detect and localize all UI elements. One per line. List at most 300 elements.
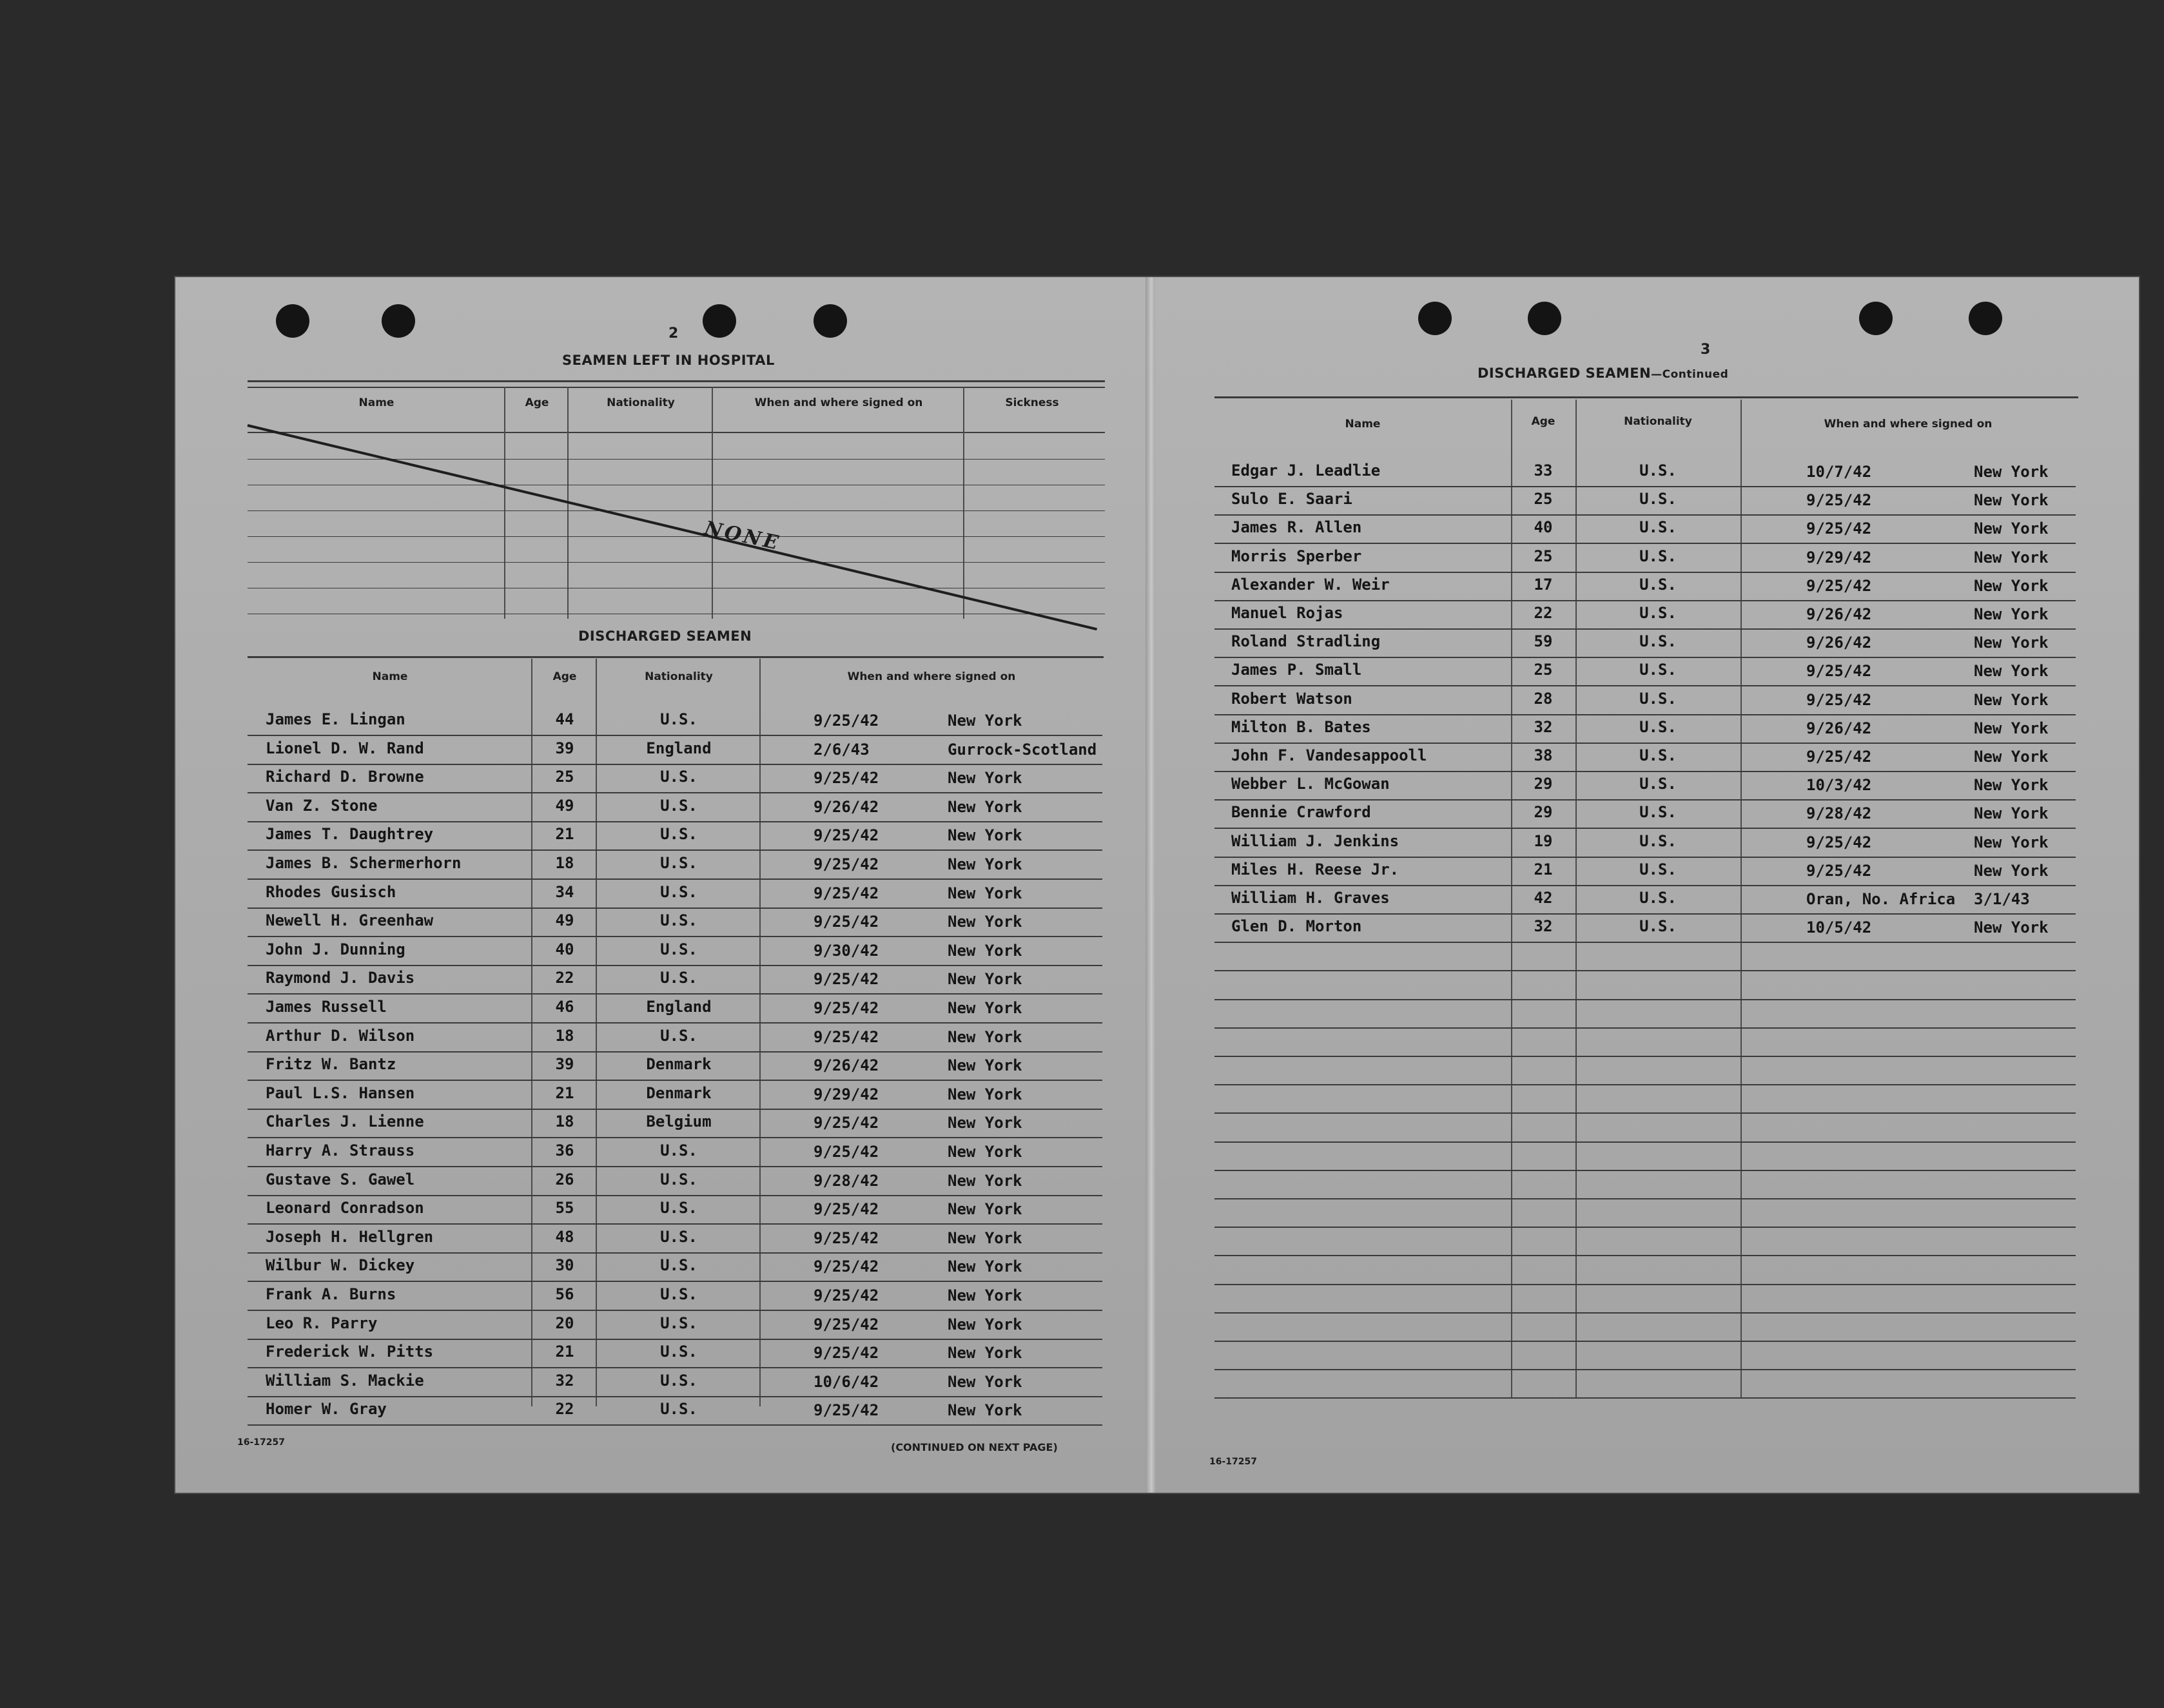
seaman-age: 20 xyxy=(555,1314,574,1332)
table-row xyxy=(175,1027,1149,1055)
table-rule xyxy=(1214,1369,2076,1370)
table-row xyxy=(175,1285,1149,1314)
seaman-nationality: U.S. xyxy=(1639,917,1677,936)
table-row xyxy=(1155,604,2139,632)
table-rule xyxy=(248,1022,1102,1024)
seaman-age: 42 xyxy=(1534,889,1553,907)
seaman-age: 32 xyxy=(1534,917,1553,936)
table-rule xyxy=(248,849,1102,851)
seaman-age: 21 xyxy=(555,1083,574,1102)
seaman-nationality: U.S. xyxy=(660,969,697,987)
signed-on-place: New York xyxy=(948,712,1022,730)
seaman-name: Harry A. Strauss xyxy=(266,1141,415,1160)
signed-on-place: New York xyxy=(948,1228,1022,1247)
signed-on-place: New York xyxy=(1974,861,2049,880)
column-header: Age xyxy=(1531,415,1555,428)
signed-on-place: New York xyxy=(1974,776,2049,795)
table-row xyxy=(1155,632,2139,661)
seaman-age: 48 xyxy=(555,1227,574,1246)
seaman-age: 22 xyxy=(555,1400,574,1419)
signed-on-place: New York xyxy=(1974,662,2049,681)
seaman-nationality: U.S. xyxy=(660,710,697,728)
signed-on-place: New York xyxy=(1974,690,2049,709)
signed-on-date: 9/25/42 xyxy=(1806,491,1872,510)
signed-on-date: 9/25/42 xyxy=(1806,748,1872,766)
signed-on-date: 9/26/42 xyxy=(814,797,879,816)
seaman-nationality: England xyxy=(646,739,712,757)
signed-on-place: New York xyxy=(948,826,1022,845)
seaman-name: Edgar J. Leadlie xyxy=(1231,461,1381,480)
seaman-name: Van Z. Stone xyxy=(266,796,378,815)
seaman-name: James B. Schermerhorn xyxy=(266,854,462,872)
column-header: When and where signed on xyxy=(754,396,923,409)
table-row xyxy=(1155,832,2139,860)
seaman-age: 18 xyxy=(555,1112,574,1131)
table-rule xyxy=(1214,685,2076,686)
table-rule xyxy=(248,1195,1102,1196)
seaman-nationality: Denmark xyxy=(646,1083,712,1102)
table-rule xyxy=(248,735,1102,736)
signed-on-place: New York xyxy=(948,913,1022,931)
seaman-nationality: U.S. xyxy=(1639,661,1677,679)
seaman-nationality: England xyxy=(646,998,712,1016)
signed-on-date: 9/26/42 xyxy=(1806,719,1872,737)
signed-on-date: 2/6/43 xyxy=(814,740,870,759)
table-rule xyxy=(1214,942,2076,943)
table-row xyxy=(1155,490,2139,518)
table-row xyxy=(1155,661,2139,689)
seaman-name: Lionel D. W. Rand xyxy=(266,739,424,757)
seaman-nationality: U.S. xyxy=(1639,689,1677,708)
table-row xyxy=(175,1256,1149,1285)
signed-on-place: New York xyxy=(948,1085,1022,1103)
left-page xyxy=(175,277,1149,1493)
title-main: DISCHARGED SEAMEN xyxy=(1477,365,1652,381)
table-row xyxy=(175,1314,1149,1343)
table-rule xyxy=(248,1051,1102,1053)
seaman-name: Raymond J. Davis xyxy=(266,969,415,987)
table-rule xyxy=(248,1109,1102,1110)
table-row xyxy=(175,969,1149,997)
table-rule xyxy=(1214,857,2076,858)
signed-on-date: 9/25/42 xyxy=(814,826,879,845)
table-rule xyxy=(248,432,1105,433)
signed-on-place: New York xyxy=(948,855,1022,873)
seaman-nationality: U.S. xyxy=(1639,547,1677,565)
seaman-age: 25 xyxy=(1534,547,1553,565)
seaman-nationality: U.S. xyxy=(1639,518,1677,537)
table-rule xyxy=(248,562,1105,563)
seaman-name: Glen D. Morton xyxy=(1231,917,1362,936)
table-row xyxy=(175,768,1149,796)
seaman-age: 32 xyxy=(555,1371,574,1390)
signed-on-date: 10/5/42 xyxy=(1806,918,1872,937)
seaman-name: Frank A. Burns xyxy=(266,1285,396,1303)
table-rule xyxy=(248,1367,1102,1368)
table-rule xyxy=(248,536,1105,537)
seaman-age: 19 xyxy=(1534,831,1553,850)
signed-on-date: 9/25/42 xyxy=(814,1114,879,1132)
seaman-nationality: U.S. xyxy=(660,1026,697,1045)
signed-on-date: 9/25/42 xyxy=(1806,833,1872,851)
seaman-name: William J. Jenkins xyxy=(1231,831,1399,850)
column-header: Age xyxy=(552,670,577,683)
table-row xyxy=(1155,576,2139,604)
column-header: Nationality xyxy=(1624,415,1692,428)
table-row xyxy=(175,825,1149,853)
seaman-name: James E. Lingan xyxy=(266,710,405,728)
signed-on-place: New York xyxy=(948,999,1022,1017)
table-row xyxy=(175,1372,1149,1400)
table-row xyxy=(175,1343,1149,1371)
table-rule xyxy=(1214,600,2076,601)
table-rule xyxy=(1214,1198,2076,1199)
punch-hole xyxy=(703,304,736,338)
table-rule xyxy=(248,1137,1102,1138)
table-rule xyxy=(1214,913,2076,915)
punch-hole xyxy=(276,304,309,338)
table-rule xyxy=(1214,999,2076,1000)
seaman-age: 25 xyxy=(1534,490,1553,509)
signed-on-place: New York xyxy=(1974,548,2049,567)
seaman-nationality: U.S. xyxy=(660,1199,697,1218)
signed-on-place: New York xyxy=(1974,748,2049,766)
table-row xyxy=(1155,803,2139,831)
page-number: 3 xyxy=(1701,342,1711,358)
table-rule xyxy=(248,387,1105,388)
seaman-name: John J. Dunning xyxy=(266,940,405,958)
table-row xyxy=(175,911,1149,940)
seaman-nationality: U.S. xyxy=(660,882,697,901)
signed-on-place: New York xyxy=(1974,804,2049,823)
seaman-nationality: U.S. xyxy=(660,1314,697,1332)
seaman-age: 34 xyxy=(555,882,574,901)
table-rule xyxy=(1214,771,2076,772)
table-rule xyxy=(248,656,1104,658)
table-rule xyxy=(248,1281,1102,1282)
signed-on-date: 9/25/42 xyxy=(814,1286,879,1305)
signed-on-date: Oran, No. Africa xyxy=(1806,890,1956,908)
signed-on-place: New York xyxy=(948,1315,1022,1334)
seaman-name: James T. Daughtrey xyxy=(266,825,434,844)
table-rule xyxy=(248,1166,1102,1167)
signed-on-date: 9/26/42 xyxy=(814,1056,879,1075)
signed-on-place: New York xyxy=(1974,519,2049,538)
seaman-name: Arthur D. Wilson xyxy=(266,1026,415,1045)
seaman-name: Alexander W. Weir xyxy=(1231,575,1390,594)
column-header: Name xyxy=(358,396,395,409)
seaman-nationality: U.S. xyxy=(660,796,697,815)
punch-hole xyxy=(1418,302,1452,335)
seaman-name: James P. Small xyxy=(1231,661,1362,679)
seaman-name: Joseph H. Hellgren xyxy=(266,1227,434,1246)
seaman-nationality: U.S. xyxy=(660,1343,697,1361)
signed-on-date: 9/25/42 xyxy=(814,1143,879,1161)
signed-on-date: 9/29/42 xyxy=(814,1085,879,1103)
seaman-age: 30 xyxy=(555,1256,574,1275)
table-row xyxy=(175,1199,1149,1227)
punch-hole xyxy=(1969,302,2002,335)
table-row xyxy=(1155,718,2139,746)
seaman-age: 55 xyxy=(555,1199,574,1218)
column-header: When and where signed on xyxy=(847,670,1016,683)
seaman-nationality: U.S. xyxy=(1639,803,1677,822)
seaman-nationality: U.S. xyxy=(660,911,697,930)
seaman-name: James R. Allen xyxy=(1231,518,1362,537)
signed-on-place: New York xyxy=(948,1257,1022,1276)
signed-on-place: New York xyxy=(1974,918,2049,937)
column-divider xyxy=(504,387,505,619)
table-rule xyxy=(248,1223,1102,1225)
seaman-age: 38 xyxy=(1534,746,1553,764)
column-divider xyxy=(963,387,964,619)
signed-on-place: New York xyxy=(948,1171,1022,1190)
seaman-nationality: U.S. xyxy=(660,1371,697,1390)
table-rule xyxy=(248,993,1102,995)
table-rule xyxy=(1214,742,2076,744)
page-number: 2 xyxy=(668,325,679,342)
table-row xyxy=(1155,690,2139,718)
signed-on-place: New York xyxy=(948,1056,1022,1075)
seaman-name: Paul L.S. Hansen xyxy=(266,1083,415,1102)
table-rule xyxy=(1214,396,2078,398)
table-rule xyxy=(248,1424,1102,1426)
seaman-nationality: Belgium xyxy=(646,1112,712,1131)
table-row xyxy=(1155,746,2139,775)
seaman-age: 29 xyxy=(1534,775,1553,793)
seaman-nationality: U.S. xyxy=(660,1170,697,1189)
signed-on-place: New York xyxy=(948,1401,1022,1420)
form-number: 16-17257 xyxy=(237,1437,285,1448)
seaman-name: Bennie Crawford xyxy=(1231,803,1371,822)
seaman-name: Charles J. Lienne xyxy=(266,1112,424,1131)
table-rule xyxy=(1214,1312,2076,1314)
signed-on-date: 9/25/42 xyxy=(814,1228,879,1247)
table-rule xyxy=(1214,572,2076,573)
seaman-name: Robert Watson xyxy=(1231,689,1352,708)
table-row xyxy=(175,998,1149,1026)
seaman-name: Milton B. Bates xyxy=(1231,717,1371,736)
seaman-nationality: U.S. xyxy=(660,1141,697,1160)
seaman-age: 21 xyxy=(555,825,574,844)
seaman-name: Wilbur W. Dickey xyxy=(266,1256,415,1275)
signed-on-place: New York xyxy=(948,941,1022,960)
seaman-nationality: U.S. xyxy=(1639,775,1677,793)
table-rule xyxy=(1214,885,2076,886)
seaman-name: Newell H. Greenhaw xyxy=(266,911,434,930)
seaman-name: Rhodes Gusisch xyxy=(266,882,396,901)
seaman-name: Homer W. Gray xyxy=(266,1400,387,1419)
seaman-name: Miles H. Reese Jr. xyxy=(1231,860,1399,878)
column-header: Nationality xyxy=(645,670,713,683)
table-row xyxy=(175,1055,1149,1083)
table-row xyxy=(1155,860,2139,889)
seaman-nationality: U.S. xyxy=(1639,575,1677,594)
punch-hole xyxy=(1859,302,1893,335)
table-rule xyxy=(1214,970,2076,971)
signed-on-place: New York xyxy=(948,1372,1022,1391)
seaman-nationality: U.S. xyxy=(1639,632,1677,651)
seaman-name: Leo R. Parry xyxy=(266,1314,378,1332)
signed-on-date: 9/25/42 xyxy=(1806,519,1872,538)
seaman-age: 21 xyxy=(1534,860,1553,878)
table-rule xyxy=(1214,828,2076,829)
table-rule xyxy=(248,792,1102,793)
table-row xyxy=(1155,775,2139,803)
seaman-age: 32 xyxy=(1534,717,1553,736)
seaman-name: Roland Stradling xyxy=(1231,632,1381,651)
seaman-name: Sulo E. Saari xyxy=(1231,490,1352,509)
table-row xyxy=(175,1170,1149,1199)
signed-on-date: 9/28/42 xyxy=(814,1171,879,1190)
form-number: 16-17257 xyxy=(1209,1457,1257,1467)
signed-on-date: 10/7/42 xyxy=(1806,463,1872,481)
signed-on-date: 9/30/42 xyxy=(814,941,879,960)
signed-on-date: 9/25/42 xyxy=(814,913,879,931)
table-rule xyxy=(1214,1141,2076,1143)
seaman-name: John F. Vandesappooll xyxy=(1231,746,1427,764)
continued-note: (CONTINUED ON NEXT PAGE) xyxy=(891,1441,1058,1453)
table-rule xyxy=(1214,1341,2076,1342)
signed-on-place: New York xyxy=(1974,833,2049,851)
signed-on-date: 9/29/42 xyxy=(1806,548,1872,567)
signed-on-date: 10/3/42 xyxy=(1806,776,1872,795)
seaman-age: 26 xyxy=(555,1170,574,1189)
punch-hole xyxy=(814,304,847,338)
punch-hole xyxy=(1528,302,1561,335)
seaman-name: Manuel Rojas xyxy=(1231,604,1343,622)
table-rule xyxy=(248,1310,1102,1311)
table-row xyxy=(1155,889,2139,917)
signed-on-date: 9/25/42 xyxy=(1806,861,1872,880)
seaman-nationality: U.S. xyxy=(660,825,697,844)
seaman-nationality: U.S. xyxy=(660,940,697,958)
signed-on-date: 9/25/42 xyxy=(814,1027,879,1046)
none-strike-line xyxy=(248,424,1097,630)
signed-on-date: 9/26/42 xyxy=(1806,605,1872,623)
seaman-age: 39 xyxy=(555,739,574,757)
signed-on-place: New York xyxy=(1974,719,2049,737)
table-rule xyxy=(248,907,1102,909)
column-divider xyxy=(712,387,713,619)
signed-on-place: New York xyxy=(948,1143,1022,1161)
title-suffix: —Continued xyxy=(1651,368,1729,381)
seaman-age: 39 xyxy=(555,1055,574,1074)
table-row xyxy=(175,1141,1149,1170)
seaman-name: Webber L. McGowan xyxy=(1231,775,1390,793)
seaman-nationality: U.S. xyxy=(660,854,697,872)
signed-on-place: New York xyxy=(948,970,1022,989)
table-rule xyxy=(1214,1027,2076,1029)
seaman-nationality: Denmark xyxy=(646,1055,712,1074)
handwritten-none: NONE xyxy=(702,516,783,556)
table-rule xyxy=(248,459,1105,460)
column-header: Name xyxy=(372,670,408,683)
table-rule xyxy=(1214,1084,2076,1085)
signed-on-place: New York xyxy=(948,769,1022,788)
signed-on-date: 9/25/42 xyxy=(814,1257,879,1276)
table-rule xyxy=(248,1080,1102,1081)
table-rule xyxy=(248,1339,1102,1340)
column-header: Nationality xyxy=(607,396,675,409)
seaman-age: 29 xyxy=(1534,803,1553,822)
seaman-age: 28 xyxy=(1534,689,1553,708)
seaman-name: James Russell xyxy=(266,998,387,1016)
table-rule xyxy=(1214,1284,2076,1285)
seaman-age: 46 xyxy=(555,998,574,1016)
table-row xyxy=(175,1084,1149,1112)
table-row xyxy=(175,883,1149,911)
table-row xyxy=(175,797,1149,825)
seaman-nationality: U.S. xyxy=(1639,717,1677,736)
seaman-nationality: U.S. xyxy=(1639,831,1677,850)
seaman-nationality: U.S. xyxy=(1639,746,1677,764)
table-rule xyxy=(248,821,1102,822)
signed-on-place: New York xyxy=(1974,491,2049,510)
table-row xyxy=(175,940,1149,969)
table-rule xyxy=(248,936,1102,937)
seaman-nationality: U.S. xyxy=(660,1285,697,1303)
table-rule xyxy=(1214,514,2076,516)
signed-on-place: New York xyxy=(1974,463,2049,481)
signed-on-place: Gurrock-Scotland xyxy=(948,740,1097,759)
signed-on-date: 9/25/42 xyxy=(814,1344,879,1363)
table-rule xyxy=(248,1252,1102,1254)
table-rule xyxy=(248,510,1105,511)
table-rule xyxy=(1214,714,2076,715)
seaman-nationality: U.S. xyxy=(1639,461,1677,480)
signed-on-date: 9/25/42 xyxy=(814,1200,879,1219)
column-header: Age xyxy=(525,396,549,409)
seaman-name: William S. Mackie xyxy=(266,1371,424,1390)
column-header: Sickness xyxy=(1005,396,1059,409)
seaman-age: 22 xyxy=(1534,604,1553,622)
seaman-age: 25 xyxy=(555,768,574,786)
signed-on-place: New York xyxy=(948,884,1022,902)
right-page xyxy=(1155,277,2139,1493)
signed-on-date: 9/25/42 xyxy=(1806,576,1872,595)
signed-on-date: 9/25/42 xyxy=(814,1315,879,1334)
seaman-nationality: U.S. xyxy=(660,1256,697,1275)
signed-on-place: New York xyxy=(1974,576,2049,595)
signed-on-date: 9/25/42 xyxy=(814,999,879,1017)
seaman-age: 40 xyxy=(1534,518,1553,537)
seaman-name: Leonard Conradson xyxy=(266,1199,424,1218)
table-rule xyxy=(248,380,1105,382)
signed-on-place: New York xyxy=(948,1344,1022,1363)
table-row xyxy=(1155,518,2139,547)
seaman-age: 17 xyxy=(1534,575,1553,594)
seaman-nationality: U.S. xyxy=(1639,604,1677,622)
signed-on-date: 9/25/42 xyxy=(814,855,879,873)
table-rule xyxy=(1214,543,2076,544)
seaman-name: Fritz W. Bantz xyxy=(266,1055,396,1074)
seaman-age: 36 xyxy=(555,1141,574,1160)
seaman-name: Gustave S. Gawel xyxy=(266,1170,415,1189)
discharged-continued-title xyxy=(1477,365,1728,381)
signed-on-place: 3/1/43 xyxy=(1974,890,2030,908)
signed-on-date: 9/28/42 xyxy=(1806,804,1872,823)
table-rule xyxy=(248,1396,1102,1397)
seaman-age: 44 xyxy=(555,710,574,728)
table-row xyxy=(175,854,1149,882)
seaman-name: William H. Graves xyxy=(1231,889,1390,907)
table-rule xyxy=(1214,628,2076,630)
table-rule xyxy=(1214,1112,2076,1114)
seaman-age: 25 xyxy=(1534,661,1553,679)
table-rule xyxy=(1214,1397,2076,1399)
signed-on-date: 9/25/42 xyxy=(1806,690,1872,709)
